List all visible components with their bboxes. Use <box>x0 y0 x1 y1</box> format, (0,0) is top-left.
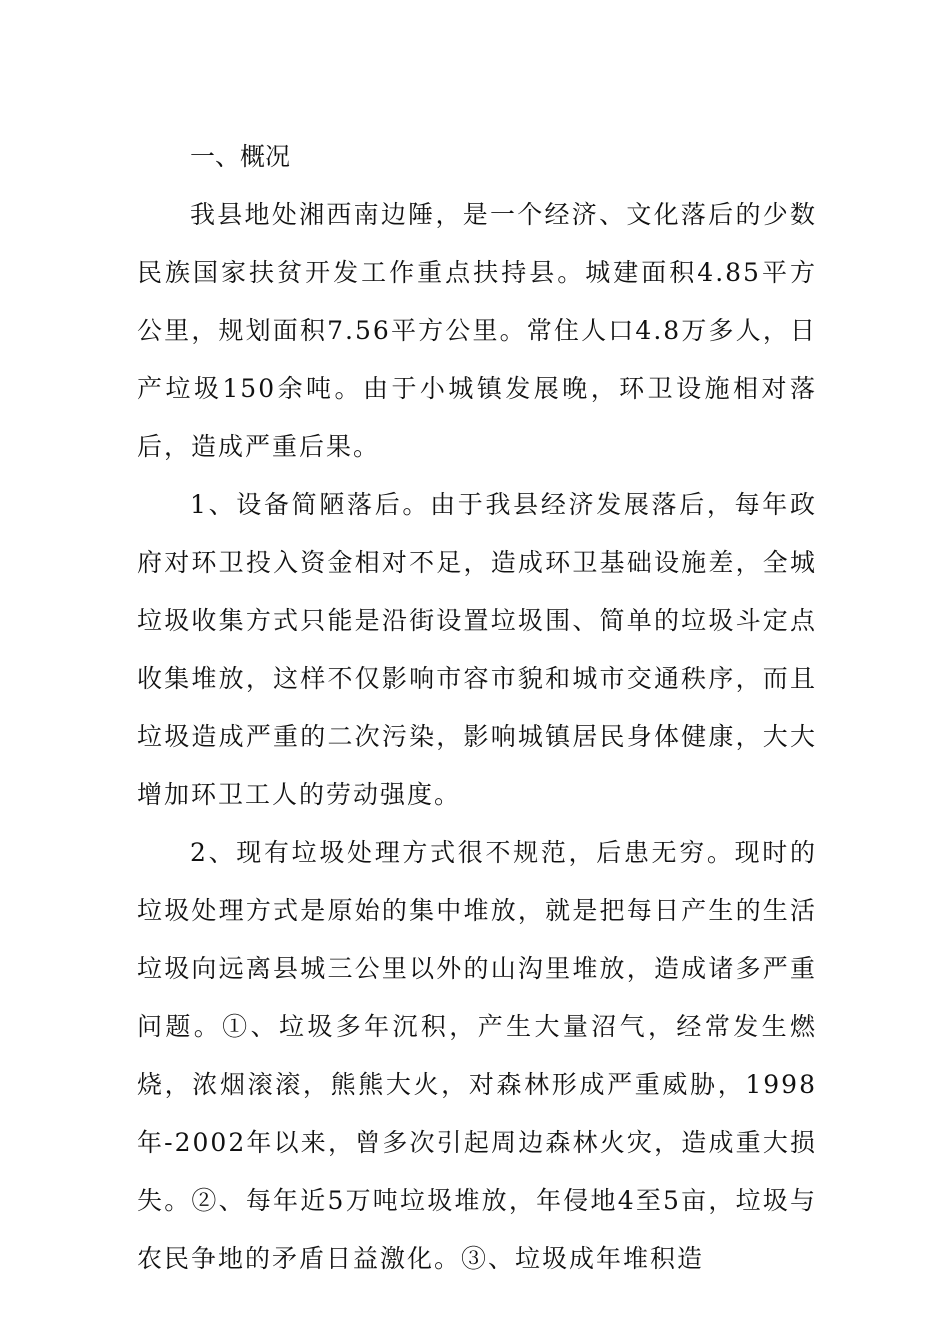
paragraph-disposal: 2、现有垃圾处理方式很不规范，后患无穷。现时的垃圾处理方式是原始的集中堆放，就是把每日产生的生活垃圾向远离县城三公里以外的山沟里堆放，造成诸多严重问题。①、垃圾多年沉积，产生大量沼气，经常发生燃烧，浓烟滚滚，熊熊大火，对森林形成严重威胁，1998年-2002年以来，曾多次引起周边森林火灾，造成重大损失。②、每年近5万吨垃圾堆放，年侵地4至5亩，垃圾与农民争地的矛盾日益激化。③、垃圾成年堆积造 <box>137 838 817 1273</box>
paragraph-equipment: 1、设备简陋落后。由于我县经济发展落后，每年政府对环卫投入资金相对不足，造成环卫基础设施差，全城垃圾收集方式只能是沿街设置垃圾围、简单的垃圾斗定点收集堆放，这样不仅影响市容市貌和城市交通秩序，而且垃圾造成严重的二次污染，影响城镇居民身体健康，大大增加环卫工人的劳动强度。 <box>137 490 817 809</box>
section-heading: 一、概况 <box>190 142 291 171</box>
paragraph-overview: 我县地处湘西南边陲，是一个经济、文化落后的少数民族国家扶贫开发工作重点扶持县。城建面积4.85平方公里，规划面积7.56平方公里。常住人口4.8万多人，日产垃圾150余吨。由于小城镇发展晚，环卫设施相对落后，造成严重后果。 <box>137 200 817 461</box>
document-body <box>137 128 817 1288</box>
